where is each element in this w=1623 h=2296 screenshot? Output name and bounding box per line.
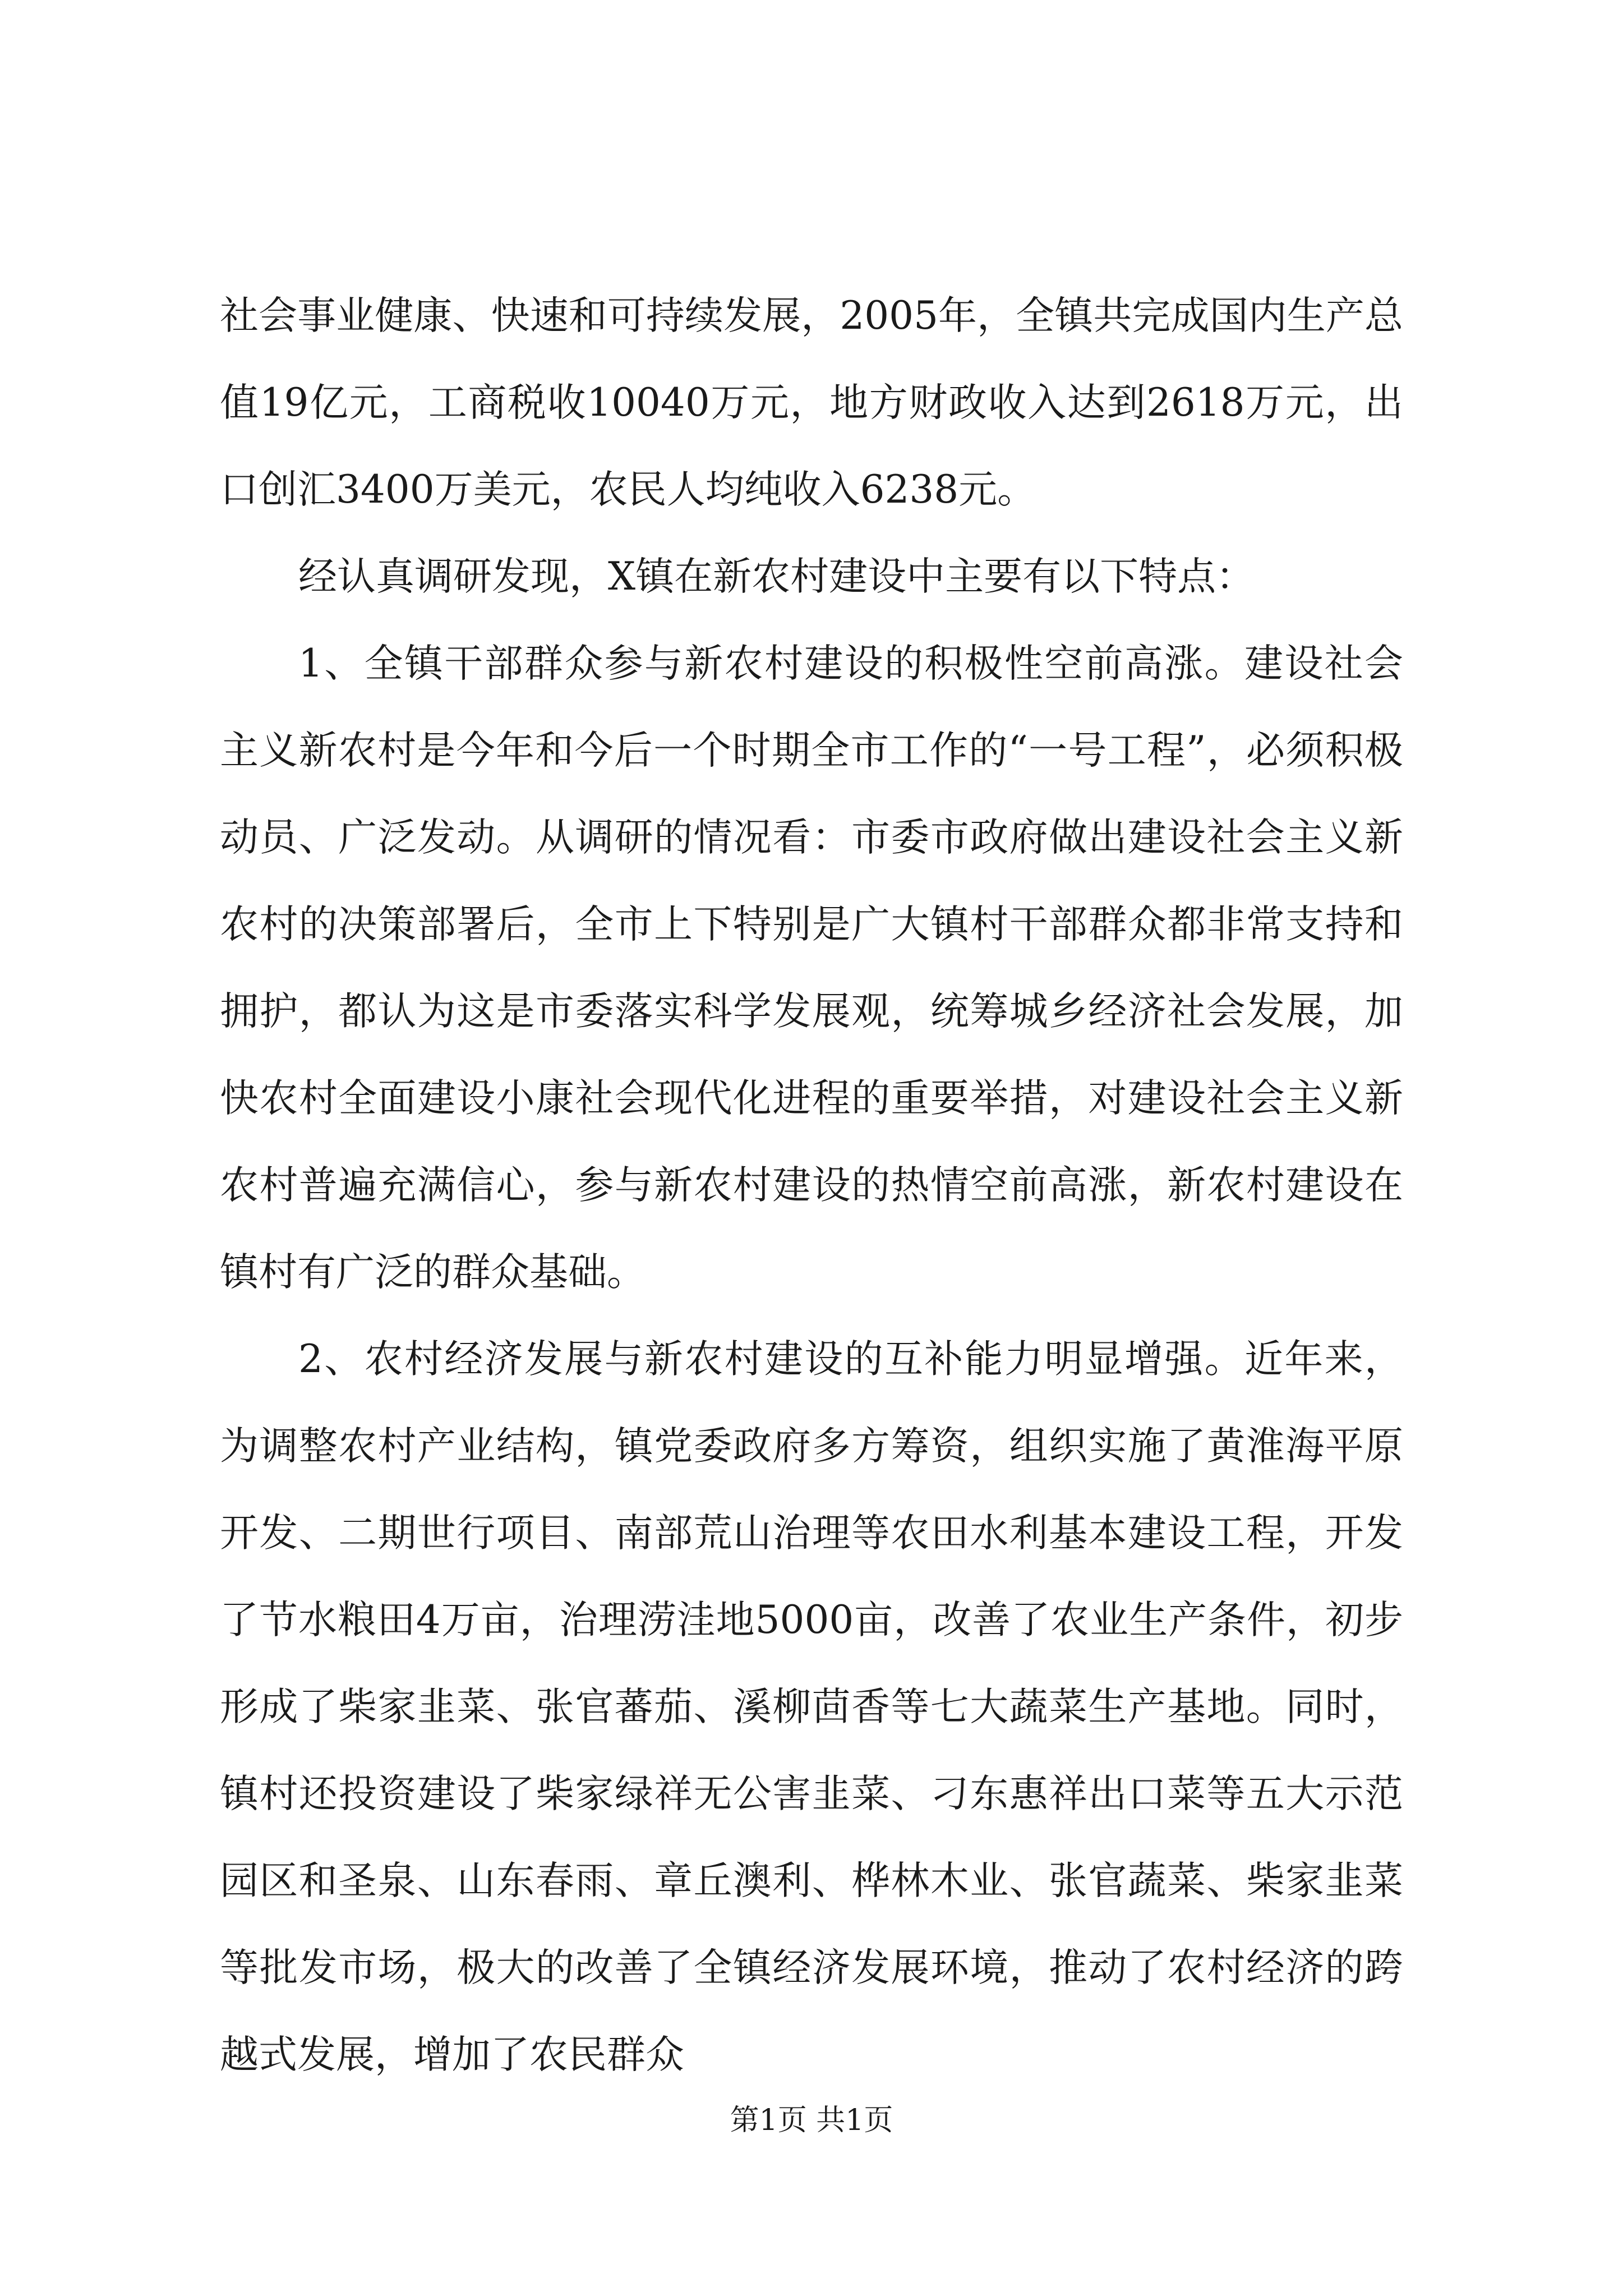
document-body: [220, 273, 1403, 2099]
paragraph-0: 社会事业健康、快速和可持续发展，2005年，全镇共完成国内生产总值19亿元，工商税收10040万元，地方财政收入达到2618万元，出口创汇3400万美元，农民人均纯收入6238元。: [220, 293, 1403, 512]
paragraph-2: 1、全镇干部群众参与新农村建设的积极性空前高涨。建设社会主义新农村是今年和今后一个时期全市工作的“一号工程”，必须积极动员、广泛发动。从调研的情况看：市委市政府做出建设社会主义新农村的决策部署后，全市上下特别是广大镇村干部群众都非常支持和拥护，都认为这是市委落实科学发展观，统筹城乡经济社会发展，加快农村全面建设小康社会现代化进程的重要举措，对建设社会主义新农村普遍充满信心，参与新农村建设的热情空前高涨，新农村建设在镇村有广泛的群众基础。: [220, 641, 1403, 1295]
page-footer: [0, 2101, 1623, 2140]
page-number-label: 第1页 共1页: [730, 2104, 893, 2137]
paragraph-1: 经认真调研发现，X镇在新农村建设中主要有以下特点：: [298, 554, 1255, 599]
paragraph-3: 2、农村经济发展与新农村建设的互补能力明显增强。近年来，为调整农村产业结构，镇党委政府多方筹资，组织实施了黄淮海平原开发、二期世行项目、南部荒山治理等农田水利基本建设工程，开发了节水粮田4万亩，治理涝洼地5000亩，改善了农业生产条件，初步形成了柴家韭菜、张官蕃茄、溪柳茴香等七大蔬菜生产基地。同时，镇村还投资建设了柴家绿祥无公害韭菜、刁东惠祥出口菜等五大示范园区和圣泉、山东春雨、章丘澳利、桦林木业、张官蔬菜、柴家韭菜等批发市场，极大的改善了全镇经济发展环境，推动了农村经济的跨越式发展，增加了农民群众: [220, 1337, 1403, 2077]
